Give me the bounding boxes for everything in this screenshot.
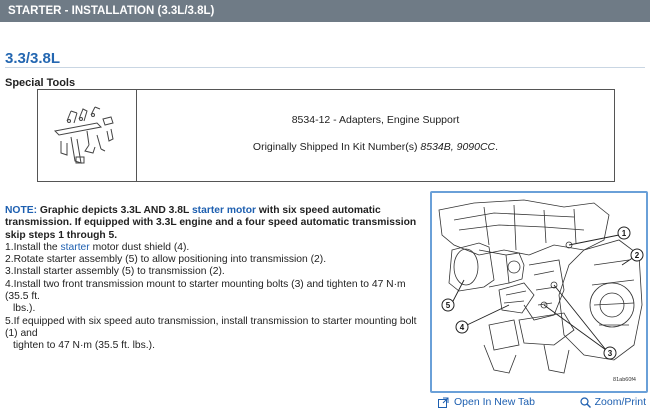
step-1-suffix: motor dust shield (4). <box>89 241 190 253</box>
step-4 <box>5 279 423 316</box>
external-link-icon <box>438 397 449 408</box>
starter-link[interactable]: starter <box>60 241 90 253</box>
step-1 <box>5 242 423 254</box>
zoom-print-link[interactable] <box>580 396 646 408</box>
step-1-prefix: 1.Install the <box>5 241 61 253</box>
tool-name: 8534-12 - Adapters, Engine Support <box>291 114 460 126</box>
starter-motor-link[interactable]: starter motor <box>191 205 257 216</box>
figure-frame[interactable] <box>430 191 648 393</box>
tool-description <box>137 90 614 181</box>
note-text-2: with six speed automatic transmission. If equipped with 3.3L engine and a four speed automatic transmission skip steps 1 through 5. <box>5 205 417 241</box>
page-title: STARTER - INSTALLATION (3.3L/3.8L) <box>8 5 215 17</box>
kit-numbers: 8534B, 9090CC <box>420 141 496 153</box>
step-5-line-1: 5.If equipped with six speed auto transmission, install transmission to starter mounting bolt (1) and <box>5 315 417 339</box>
callout-3: 3 <box>607 349 613 358</box>
special-tools-table <box>37 89 615 182</box>
kit-suffix: . <box>495 141 499 153</box>
zoom-print-label[interactable]: Zoom/Print <box>594 396 646 408</box>
figure-id: 81ab60f4 <box>613 377 636 383</box>
step-2: 2.Rotate starter assembly (5) to allow positioning into transmission (2). <box>5 254 327 266</box>
callout-2: 2 <box>634 251 640 260</box>
section-divider <box>5 67 645 68</box>
step-3: 3.Install starter assembly (5) to transmission (2). <box>5 266 225 278</box>
starter-installation-diagram <box>434 195 644 389</box>
tool-kit-numbers <box>137 141 614 153</box>
step-4-line-2: lbs.). <box>13 303 36 315</box>
step-4-line-1: 4.Install two front transmission mount to starter mounting bolts (3) and tighten to 47 N·m (35.5 ft. <box>5 278 406 303</box>
procedure-note <box>5 205 423 242</box>
open-in-new-tab-link[interactable] <box>438 396 535 408</box>
tool-illustration <box>38 90 137 181</box>
callout-1: 1 <box>621 229 627 238</box>
step-5-line-2: tighten to 47 N·m (35.5 ft. lbs.). <box>13 340 155 352</box>
special-tools-heading: Special Tools <box>5 77 76 89</box>
callout-4: 4 <box>459 323 465 332</box>
step-5 <box>5 316 423 353</box>
magnifier-icon <box>580 397 591 408</box>
note-label: NOTE: <box>5 205 38 216</box>
kit-prefix: Originally Shipped In Kit Number(s) <box>252 141 421 153</box>
procedure-text <box>5 205 423 353</box>
section-heading: 3.3/3.8L <box>5 50 61 67</box>
engine-support-adapter-icon <box>47 101 127 171</box>
figure-links <box>438 396 648 410</box>
page-title-bar <box>0 0 650 22</box>
callout-5: 5 <box>445 301 451 310</box>
open-in-new-tab-label[interactable]: Open In New Tab <box>454 396 535 408</box>
note-text-1: Graphic depicts 3.3L AND 3.8L <box>37 205 192 216</box>
